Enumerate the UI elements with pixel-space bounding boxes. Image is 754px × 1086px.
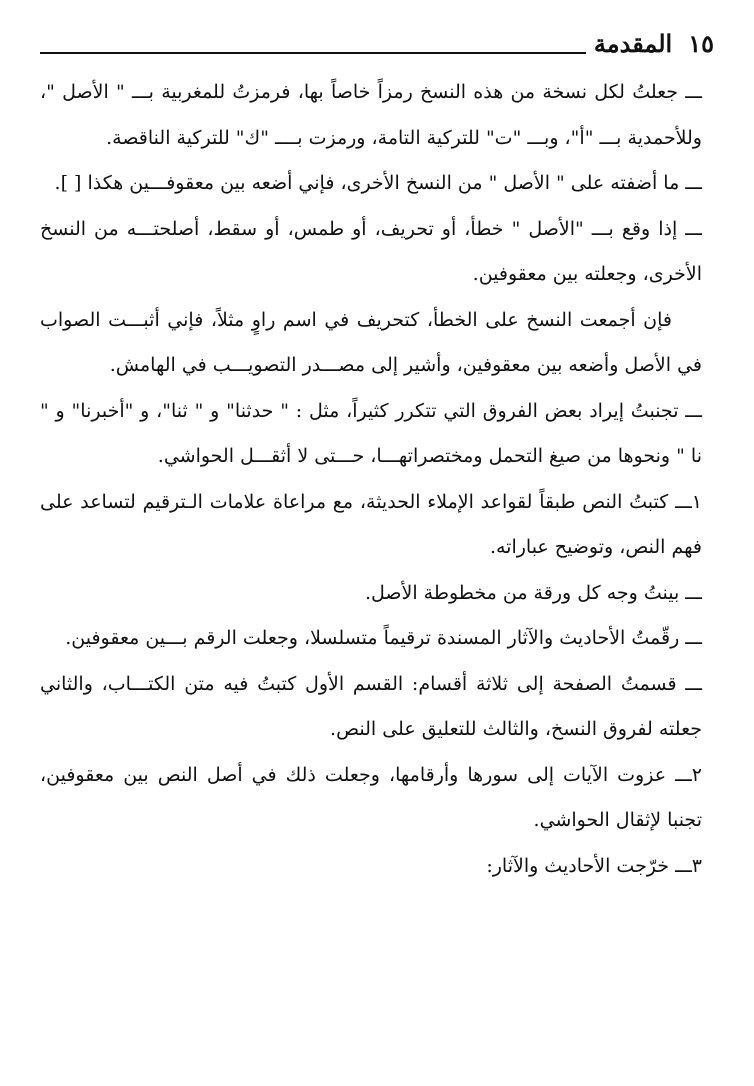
paragraph-takhrij: ٣ـــ خرّجت الأحاديث والآثار: [486, 854, 702, 877]
page-number: ١٥ [688, 29, 714, 58]
paragraph-consensus-error: فإن أجمعت النسخ على الخطأ، كتحريف في اسم راوٍ مثلاً، فإني أثبـــت الصواب في الأصل وأضعه بين معقوفين، وأشير إلى مصـــدر التصويـــب في الهامش. [40, 308, 702, 376]
paragraph-verses: ٢ـــ عزوت الآيات إلى سورها وأرقامها، وجعلت ذلك في أصل النص بين معقوفين، تجنبا لإثقال الحواشي. [40, 763, 702, 831]
paragraph-folio: ـــ بينتُ وجه كل ورقة من مخطوطة الأصل. [364, 581, 702, 604]
paragraph-numbering: ـــ رقّمتُ الأحاديث والآثار المسندة ترقيماً متسلسلا، وجعلت الرقم بـــين معقوفين. [65, 627, 702, 649]
paragraph-orthography: ١ـــ كتبتُ النص طبقاً لقواعد الإملاء الحديثة، مع مراعاة علامات الـترقيم لتساعد على فهم النص، وتوضيح عباراته. [40, 490, 702, 558]
header-rule [40, 52, 586, 54]
section-title: المقدمة [593, 29, 673, 58]
paragraph-corrections: ـــ إذا وقع بـــ "الأصل " خطأ، أو تحريف، أو طمس، أو سقط، أصلحتـــه من النسخ الأخرى، وجعلته بين معقوفين. [40, 217, 702, 285]
paragraph-sigla: ـــ جعلتُ لكل نسخة من هذه النسخ رمزاً خاصاً بها، فرمزتُ للمغربية بـــ " الأصل "، وللأحمدية بـــ "أ"، وبـــ "ت" للتركية التامة، ورمزت بــــ "ك" للتركية الناقصة. [40, 81, 702, 149]
paragraph-additions: ـــ ما أضفته على " الأصل " من النسخ الأخرى، فإني أضعه بين معقوفـــين هكذا [ ]. [54, 172, 702, 194]
page-body [40, 70, 702, 889]
page-header [40, 22, 714, 56]
paragraph-page-sections: ـــ قسمتُ الصفحة إلى ثلاثة أقسام: القسم الأول كتبتُ فيه متن الكتـــاب، والثاني جعلته لفروق النسخ، والثالث للتعليق على النص. [40, 672, 702, 740]
paragraph-omitted-variants: ـــ تجنبتُ إيراد بعض الفروق التي تتكرر كثيراً، مثل : " حدثنا" و " ثنا"، و "أخبرنا" و " نا " ونحوها من صيغ التحمل ومختصراتهـــا، حـــتى لا أثقـــل الحواشي. [40, 399, 702, 467]
